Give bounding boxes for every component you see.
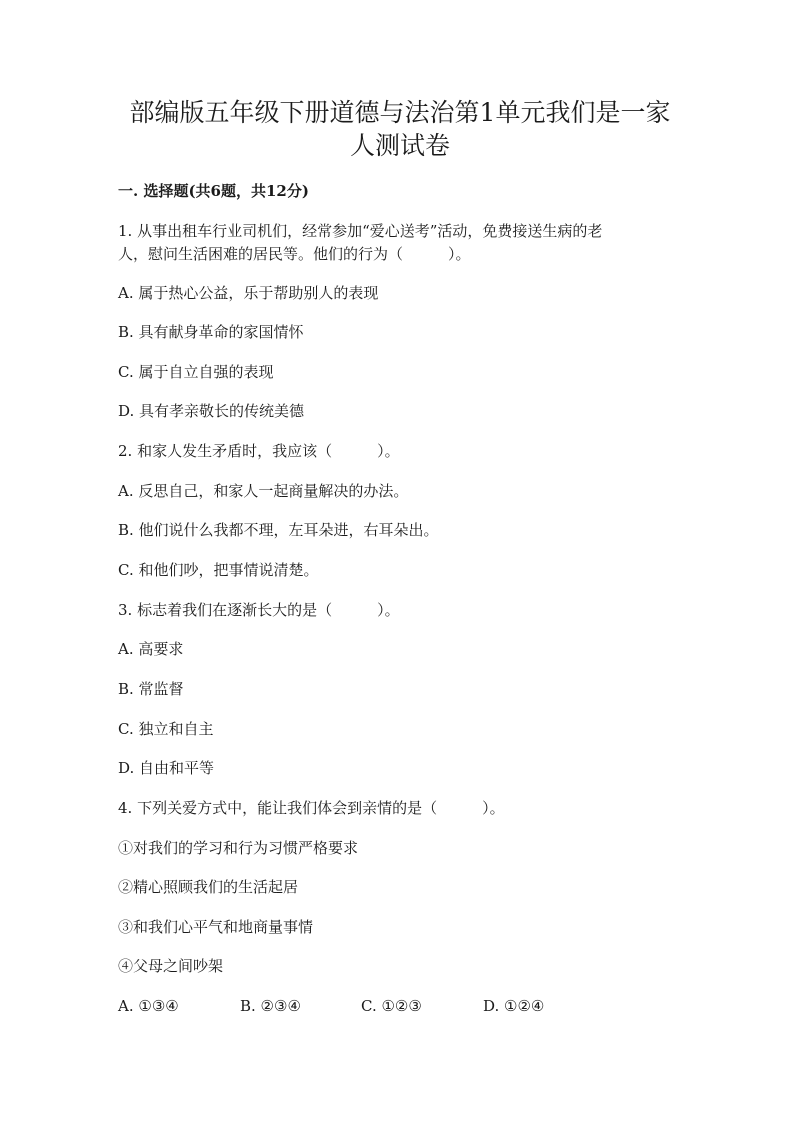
question-3-option-d: D. 自由和平等 (118, 759, 215, 777)
question-1-option-c: C. 属于自立自强的表现 (118, 363, 274, 381)
question-4-item-4: ④父母之间吵架 (118, 957, 224, 975)
question-3-option-b: B. 常监督 (118, 680, 184, 698)
exam-title (100, 96, 700, 162)
question-1-option-d: D. 具有孝亲敬长的传统美德 (118, 402, 305, 420)
question-1-stem-line-2: 人，慰问生活困难的居民等。他们的行为（ ）。 (118, 245, 471, 263)
question-4-options (118, 997, 638, 1019)
question-1-option-a: A. 属于热心公益，乐于帮助别人的表现 (118, 284, 379, 302)
question-1-option-b: B. 具有献身革命的家国情怀 (118, 323, 304, 341)
question-2-stem: 2. 和家人发生矛盾时，我应该（ ）。 (118, 442, 400, 460)
question-3-option-c: C. 独立和自主 (118, 720, 214, 738)
exam-title-line-1: 部编版五年级下册道德与法治第1单元我们是一家 (129, 98, 671, 127)
question-4-option-b: B. ②③④ (240, 997, 301, 1015)
section-heading: 一. 选择题(共6题，共12分) (118, 182, 309, 200)
question-4-stem: 4. 下列关爱方式中，能让我们体会到亲情的是（ ）。 (118, 799, 505, 817)
question-2-option-c: C. 和他们吵，把事情说清楚。 (118, 561, 319, 579)
exam-title-line-2: 人测试卷 (349, 131, 450, 160)
question-4-option-a: A. ①③④ (118, 997, 179, 1015)
question-2-option-a: A. 反思自己，和家人一起商量解决的办法。 (118, 482, 409, 500)
question-4-item-1: ①对我们的学习和行为习惯严格要求 (118, 839, 359, 857)
question-4-option-d: D. ①②④ (483, 997, 545, 1015)
question-1-stem-line-1: 1. 从事出租车行业司机们，经常参加“爱心送考”活动，免费接送生病的老 (118, 222, 603, 240)
question-4-option-c: C. ①②③ (361, 997, 422, 1015)
question-3-option-a: A. 高要求 (118, 640, 184, 658)
question-2-option-b: B. 他们说什么我都不理，左耳朵进，右耳朵出。 (118, 521, 439, 539)
question-4-item-2: ②精心照顾我们的生活起居 (118, 878, 299, 896)
question-3-stem: 3. 标志着我们在逐渐长大的是（ ）。 (118, 601, 400, 619)
question-4-item-3: ③和我们心平气和地商量事情 (118, 918, 314, 936)
